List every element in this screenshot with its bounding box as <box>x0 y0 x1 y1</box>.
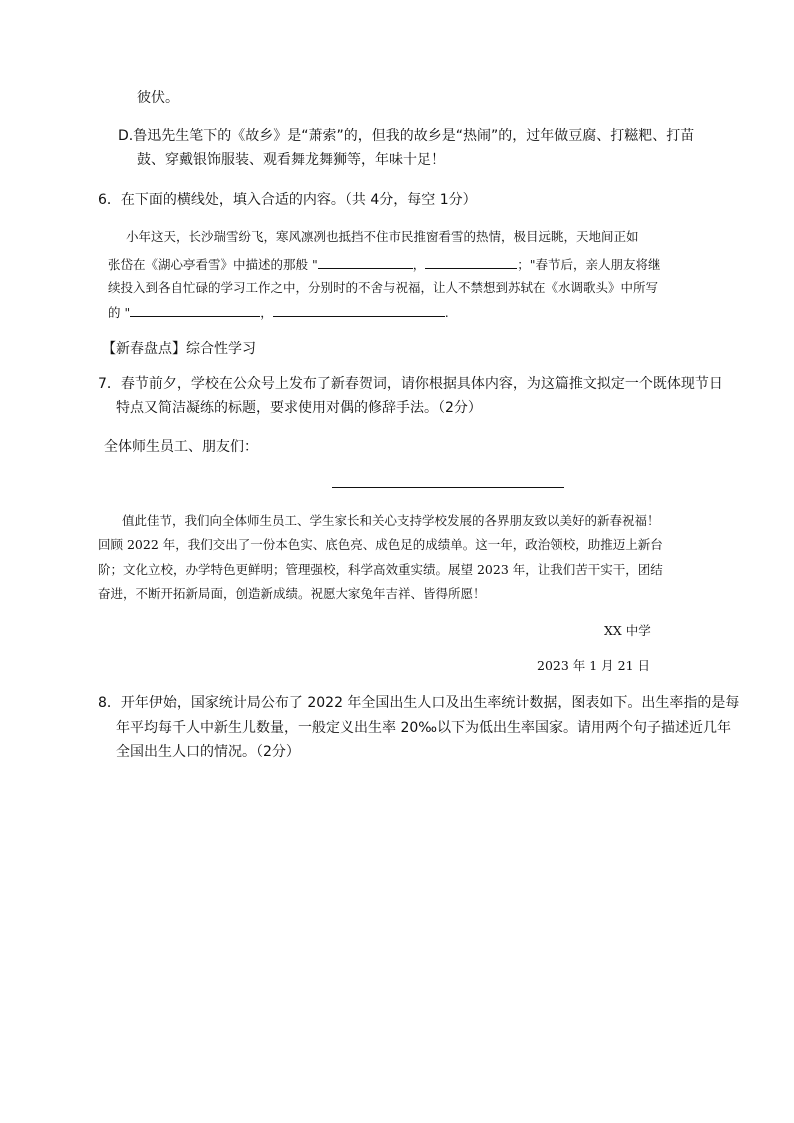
q6-passage-line1: 小年这天，长沙瑞雪纷飞，寒风凛冽也抵挡不住市民推窗看雪的热情，极目远眺，天地间正如 <box>126 229 639 244</box>
q6-separator: ， <box>412 257 426 272</box>
q6-passage-line2-end: ；"春节后，亲人朋友将继 <box>517 257 661 272</box>
q5-option-d-line2: 鼓、穿戴银饰服装、观看舞龙舞狮等，年味十足！ <box>137 152 445 168</box>
answer-blank-4[interactable] <box>273 302 445 317</box>
q5-option-d-line1: D.鲁迅先生笔下的《故乡》是“萧索”的，但我的故乡是“热闹”的，过年做豆腐、打糍粑、打苗 <box>118 128 695 144</box>
q7-prompt-line2: 特点又简洁凝练的标题，要求使用对偶的修辞手法。（2分） <box>116 400 482 416</box>
q5-tail: 彼伏。 <box>137 90 179 106</box>
q6-separator-2: ， <box>260 305 273 320</box>
answer-blank-3[interactable] <box>130 302 260 317</box>
letter-salutation: 全体师生员工、朋友们： <box>104 439 258 455</box>
q6-passage-line2-text: 张岱在《湖心亭看雪》中描述的那般 " <box>108 257 318 272</box>
section-heading: 【新春盘点】综合性学习 <box>102 341 256 357</box>
title-answer-line[interactable] <box>332 487 564 488</box>
answer-blank-1[interactable] <box>318 254 413 269</box>
q6-passage-line2 <box>108 254 661 275</box>
q7-prompt-line1: 7．春节前夕，学校在公众号上发布了新春贺词，请你根据具体内容，为这篇推文拟定一个既体现节日 <box>98 376 723 392</box>
answer-blank-2[interactable] <box>425 254 517 269</box>
q6-passage-line4 <box>108 302 449 323</box>
letter-date: 2023 年 1 月 21 日 <box>537 658 651 673</box>
q8-prompt-line1: 8．开年伊始，国家统计局公布了 2022 年全国出生人口及出生率统计数据，图表如下。出生率指的是每 <box>98 695 740 711</box>
q6-passage-line4-text: 的 " <box>108 305 131 320</box>
q6-passage-line4-end: . <box>444 305 449 320</box>
letter-line4: 奋进，不断开拓新局面，创造新成绩。祝愿大家兔年吉祥、皆得所愿！ <box>98 586 486 601</box>
letter-line2: 回顾 2022 年，我们交出了一份本色实、底色亮、成色足的成绩单。这一年，政治领校，助推迈上新台 <box>98 537 663 552</box>
letter-line3: 阶；文化立校，办学特色更鲜明；管理强校，科学高效重实绩。展望 2023 年，让我们苦干实干，团结 <box>98 562 663 577</box>
q8-prompt-line3: 全国出生人口的情况。（2分） <box>116 744 300 760</box>
q8-prompt-line2: 年平均每千人中新生儿数量，一般定义出生率 20‰以下为低出生率国家。请用两个句子描述近几年 <box>116 720 732 736</box>
letter-line1: 值此佳节，我们向全体师生员工、学生家长和关心支持学校发展的各界朋友致以美好的新春祝福！ <box>122 513 660 528</box>
q6-prompt: 6．在下面的横线处，填入合适的内容。（共 4分，每空 1分） <box>98 192 477 208</box>
letter-signature: XX 中学 <box>604 623 651 638</box>
q6-passage-line3: 续投入到各自忙碌的学习工作之中，分别时的不舍与祝福，让人不禁想到苏轼在《水调歌头》中所写 <box>108 280 659 295</box>
